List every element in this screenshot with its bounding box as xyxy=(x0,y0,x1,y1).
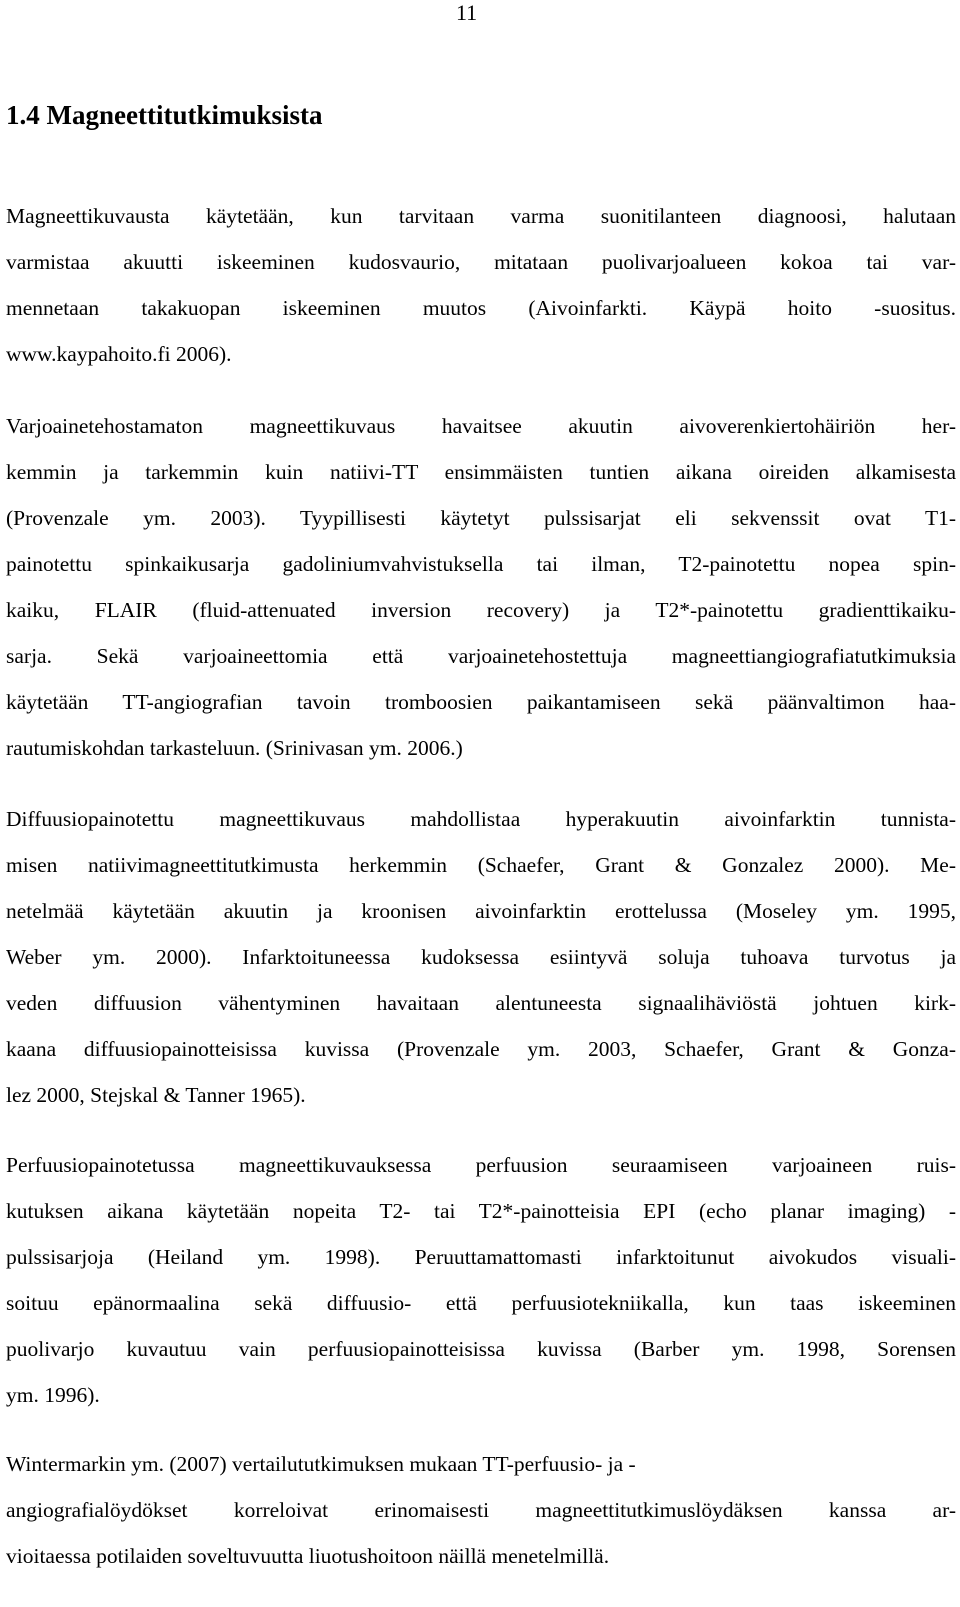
text-line: varmistaa akuutti iskeeminen kudosvaurio, mitataan puolivarjoalueen kokoa tai var- xyxy=(6,250,956,274)
text-line: misen natiivimagneettitutkimusta herkemmin (Schaefer, Grant & Gonzalez 2000). Me- xyxy=(6,853,956,877)
paragraph-diffusion-mri xyxy=(6,796,956,1118)
text-line: kemmin ja tarkemmin kuin natiivi-TT ensimmäisten tuntien aikana oireiden alkamisesta xyxy=(6,460,956,484)
text-line: mennetaan takakuopan iskeeminen muutos (Aivoinfarkti. Käypä hoito -suositus. xyxy=(6,296,956,320)
text-line: käytetään TT-angiografian tavoin tromboosien paikantamiseen sekä päänvaltimon haa- xyxy=(6,690,956,714)
text-line: ym. 1996). xyxy=(6,1383,100,1407)
text-line: angiografialöydökset korreloivat erinomaisesti magneettitutkimuslöydäksen kanssa ar- xyxy=(6,1498,956,1522)
paragraph-mri-indications xyxy=(6,193,956,377)
section-heading: 1.4 Magneettitutkimuksista xyxy=(6,100,323,130)
text-line: lez 2000, Stejskal & Tanner 1965). xyxy=(6,1083,306,1107)
text-line: pulssisarjoja (Heiland ym. 1998). Peruuttamattomasti infarktoitunut aivokudos visuali- xyxy=(6,1245,956,1269)
text-line: netelmää käytetään akuutin ja kroonisen aivoinfarktin erottelussa (Moseley ym. 1995, xyxy=(6,899,956,923)
text-line: kaiku, FLAIR (fluid-attenuated inversion recovery) ja T2*-painotettu gradienttikaiku- xyxy=(6,598,956,622)
text-line: Magneettikuvausta käytetään, kun tarvitaan varma suonitilanteen diagnoosi, halutaan xyxy=(6,204,956,228)
text-line: Weber ym. 2000). Infarktoituneessa kudoksessa esiintyvä soluja tuhoava turvotus ja xyxy=(6,945,956,969)
text-line: rautumiskohdan tarkasteluun. (Srinivasan ym. 2006.) xyxy=(6,736,463,760)
text-line: kutuksen aikana käytetään nopeita T2- tai T2*-painotteisia EPI (echo planar imaging) - xyxy=(6,1199,956,1223)
text-line: kaana diffuusiopainotteisissa kuvissa (Provenzale ym. 2003, Schaefer, Grant & Gonza- xyxy=(6,1037,956,1061)
paragraph-wintermark-comparison xyxy=(6,1441,956,1579)
text-line: Wintermarkin ym. (2007) vertailututkimuksen mukaan TT-perfuusio- ja - xyxy=(6,1452,636,1476)
page-number: 11 xyxy=(456,0,478,25)
text-line: Diffuusiopainotettu magneettikuvaus mahdollistaa hyperakuutin aivoinfarktin tunnista- xyxy=(6,807,956,831)
text-line: (Provenzale ym. 2003). Tyypillisesti käytetyt pulssisarjat eli sekvenssit ovat T1- xyxy=(6,506,956,530)
text-line: soituu epänormaalina sekä diffuusio- että perfuusiotekniikalla, kun taas iskeeminen xyxy=(6,1291,956,1315)
paragraph-perfusion-mri xyxy=(6,1142,956,1418)
text-line: Varjoainetehostamaton magneettikuvaus havaitsee akuutin aivoverenkiertohäiriön her- xyxy=(6,414,956,438)
text-line: Perfuusiopainotetussa magneettikuvauksessa perfuusion seuraamiseen varjoaineen ruis- xyxy=(6,1153,956,1177)
paragraph-non-contrast-mri xyxy=(6,403,956,771)
text-line: painotettu spinkaikusarja gadoliniumvahvistuksella tai ilman, T2-painotettu nopea spin- xyxy=(6,552,956,576)
text-line: www.kaypahoito.fi 2006). xyxy=(6,342,232,366)
text-line: veden diffuusion vähentyminen havaitaan alentuneesta signaalihäviöstä johtuen kirk- xyxy=(6,991,956,1015)
text-line: sarja. Sekä varjoaineettomia että varjoainetehostettuja magneettiangiografiatutkimuksia xyxy=(6,644,956,668)
text-line: vioitaessa potilaiden soveltuvuutta liuotushoitoon näillä menetelmillä. xyxy=(6,1544,610,1568)
text-line: puolivarjo kuvautuu vain perfuusiopainotteisissa kuvissa (Barber ym. 1998, Sorensen xyxy=(6,1337,956,1361)
